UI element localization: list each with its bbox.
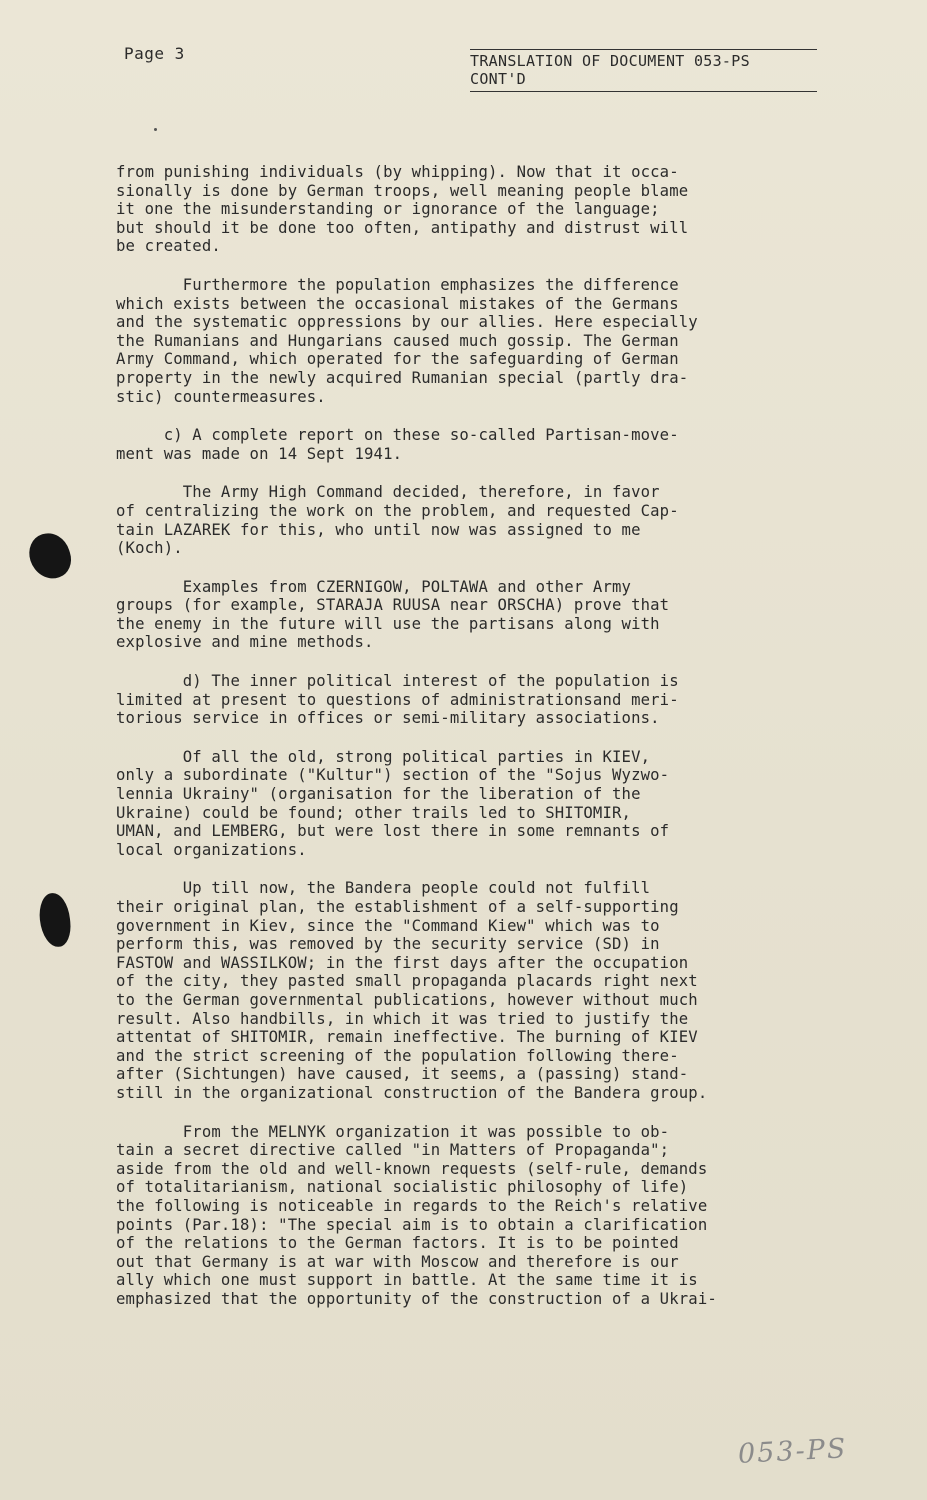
text-line: out that Germany is at war with Moscow and therefore is our (116, 1252, 679, 1271)
text-line: Of all the old, strong political parties in KIEV, (116, 747, 651, 766)
text-line: emphasized that the opportunity of the construction of a Ukrai- (116, 1289, 717, 1308)
text-line: groups (for example, STARAJA RUUSA near ORSCHA) prove that (116, 596, 670, 615)
document-body (116, 163, 828, 1328)
ink-speck (154, 128, 157, 131)
text-line: but should it be done too often, antipathy and distrust will (116, 218, 689, 237)
text-line: from punishing individuals (by whipping). Now that it occa- (116, 163, 679, 181)
text-line: property in the newly acquired Rumanian special (partly dra- (116, 368, 689, 387)
text-line: after (Sichtungen) have caused, it seems, a (passing) stand- (116, 1065, 689, 1084)
text-line: stic) countermeasures. (116, 387, 326, 406)
text-line: lennia Ukrainy" (organisation for the liberation of the (116, 785, 641, 804)
text-line: the following is noticeable in regards to the Reich's relative (116, 1196, 708, 1215)
text-line: FASTOW and WASSILKOW; in the first days after the occupation (116, 953, 689, 972)
text-line: d) The inner political interest of the population is (116, 672, 679, 691)
text-line: perform this, was removed by the security service (SD) in (116, 935, 660, 954)
text-line: only a subordinate ("Kultur") section of the "Sojus Wyzwo- (116, 766, 670, 785)
text-line: tain a secret directive called "in Matters of Propaganda"; (116, 1141, 670, 1160)
text-line: Ukraine) could be found; other trails led to SHITOMIR, (116, 803, 632, 822)
text-line: points (Par.18): "The special aim is to obtain a clarification (116, 1215, 708, 1234)
paragraph (116, 578, 828, 652)
paragraph (116, 276, 828, 406)
paragraph (116, 426, 828, 463)
title-top-rule (470, 49, 817, 50)
text-line: torious service in offices or semi-military associations. (116, 709, 660, 728)
text-line: still in the organizational construction of the Bandera group. (116, 1083, 708, 1102)
text-line: be created. (116, 237, 221, 256)
text-line: sionally is done by German troops, well meaning people blame (116, 181, 689, 200)
text-line: Examples from CZERNIGOW, POLTAWA and other Army (116, 577, 632, 596)
text-line: and the strict screening of the population following there- (116, 1046, 679, 1065)
text-line: of the relations to the German factors. It is to be pointed (116, 1234, 679, 1253)
text-line: Army Command, which operated for the safeguarding of German (116, 350, 679, 369)
text-line: which exists between the occasional mistakes of the Germans (116, 294, 679, 313)
text-line: From the MELNYK organization it was possible to ob- (116, 1122, 670, 1141)
punch-hole-mark (37, 892, 72, 949)
paragraph (116, 879, 828, 1102)
text-line: aside from the old and well-known requests (self-rule, demands (116, 1159, 708, 1178)
text-line: result. Also handbills, in which it was tried to justify the (116, 1009, 689, 1028)
text-line: Up till now, the Bandera people could not fulfill (116, 879, 651, 898)
text-line: explosive and mine methods. (116, 633, 374, 652)
text-line: Furthermore the population emphasizes the difference (116, 275, 679, 294)
document-title-continued: CONT'D (470, 70, 526, 88)
text-line: to the German governmental publications, however without much (116, 990, 698, 1009)
text-line: their original plan, the establishment of a self-supporting (116, 898, 679, 916)
text-line: ally which one must support in battle. At the same time it is (116, 1271, 698, 1290)
paragraph (116, 1123, 828, 1309)
text-line: of totalitarianism, national socialistic philosophy of life) (116, 1178, 689, 1197)
text-line: local organizations. (116, 840, 307, 859)
punch-hole-mark (24, 528, 76, 584)
text-line: ment was made on 14 Sept 1941. (116, 444, 403, 463)
document-title-block (470, 48, 817, 92)
text-line: the enemy in the future will use the partisans along with (116, 614, 660, 633)
text-line: the Rumanians and Hungarians caused much gossip. The German (116, 331, 679, 350)
text-line: of the city, they pasted small propaganda placards right next (116, 972, 698, 991)
handwritten-document-number: 053-PS (737, 1433, 849, 1470)
page-number: Page 3 (124, 44, 185, 63)
text-line: The Army High Command decided, therefore, in favor (116, 483, 660, 502)
document-title: TRANSLATION OF DOCUMENT 053-PS (470, 52, 750, 70)
text-line: of centralizing the work on the problem, and requested Cap- (116, 501, 679, 520)
text-line: limited at present to questions of administrationsand meri- (116, 690, 679, 709)
text-line: c) A complete report on these so-called Partisan-move- (116, 426, 679, 445)
text-line: tain LAZAREK for this, who until now was assigned to me (116, 520, 641, 539)
text-line: and the systematic oppressions by our allies. Here especially (116, 313, 698, 332)
paragraph (116, 672, 828, 728)
text-line: (Koch). (116, 539, 183, 558)
text-line: UMAN, and LEMBERG, but were lost there in some remnants of (116, 822, 670, 841)
text-line: attentat of SHITOMIR, remain ineffective. The burning of KIEV (116, 1028, 698, 1047)
paragraph (116, 748, 828, 860)
paragraph (116, 163, 828, 256)
paragraph (116, 483, 828, 557)
text-line: government in Kiev, since the "Command Kiew" which was to (116, 916, 660, 935)
text-line: it one the misunderstanding or ignorance of the language; (116, 200, 660, 219)
title-bottom-rule (470, 91, 817, 92)
